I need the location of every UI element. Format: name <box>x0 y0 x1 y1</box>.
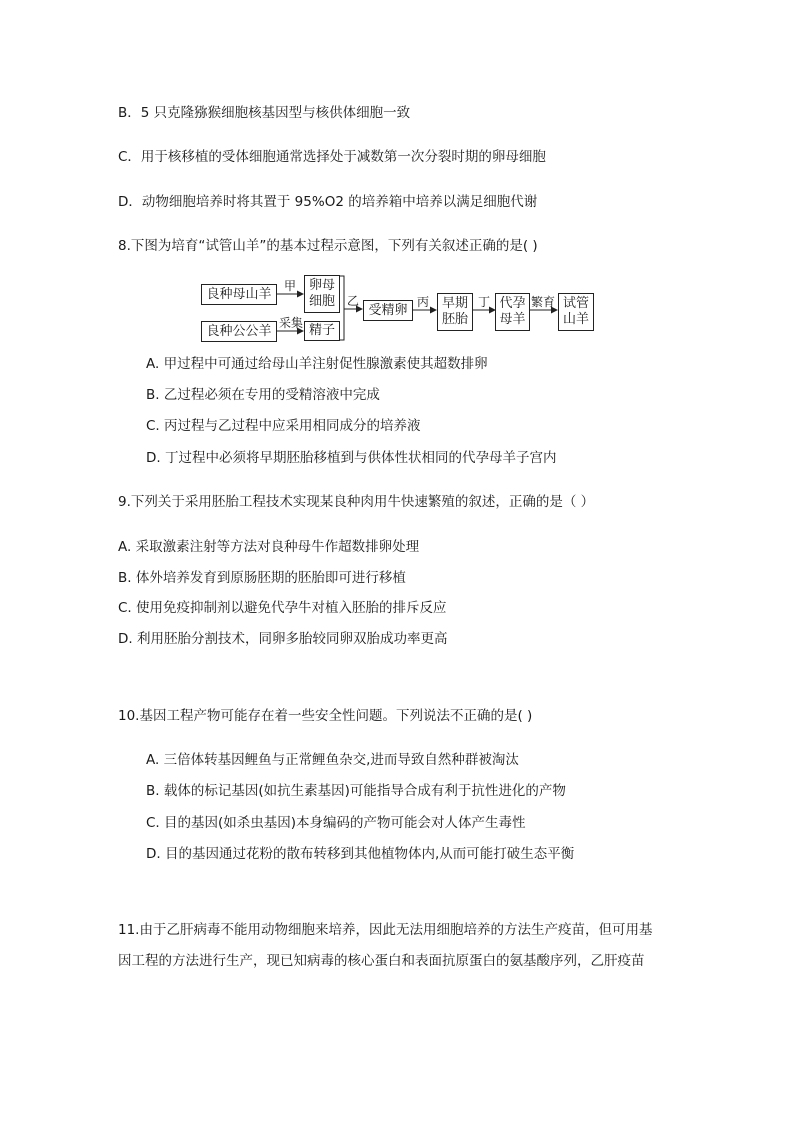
merge-brace <box>340 276 344 340</box>
label-ding: 丁 <box>478 295 491 309</box>
box-female-goat: 良种母山羊 <box>201 284 277 305</box>
q10-option-d: D. 目的基因通过花粉的散布转移到其他植物体内,从而可能打破生态平衡 <box>146 846 575 862</box>
label-breed: 繁育 <box>531 295 556 309</box>
q9-stem: 9.下列关于采用胚胎工程技术实现某良种肉用牛快速繁殖的叙述，正确的是（ ） <box>118 494 595 510</box>
q8-option-b: B. 乙过程必须在专用的受精溶液中完成 <box>146 387 380 403</box>
q9-option-c: C. 使用免疫抑制剂以避免代孕牛对植入胚胎的排斥反应 <box>118 600 447 616</box>
q7-option-c: C．用于核移植的受体细胞通常选择处于减数第一次分裂时期的卵母细胞 <box>118 149 546 165</box>
box-surrogate: 代孕母羊 <box>495 293 530 331</box>
q8-option-a: A. 甲过程中可通过给母山羊注射促性腺激素使其超数排卵 <box>146 356 488 372</box>
q10-option-c: C. 目的基因(如杀虫基因)本身编码的产物可能会对人体产生毒性 <box>146 815 526 831</box>
q11-line-2: 因工程的方法进行生产，现已知病毒的核心蛋白和表面抗原蛋白的氨基酸序列，乙肝疫苗 <box>118 953 645 969</box>
q9-option-a: A. 采取激素注射等方法对良种母牛作超数排卵处理 <box>118 539 420 555</box>
box-male-goat: 良种公公羊 <box>201 321 277 342</box>
label-jia: 甲 <box>284 279 297 293</box>
label-yi: 乙 <box>347 294 360 308</box>
q7-option-d: D．动物细胞培养时将其置于 95%O2 的培养箱中培养以满足细胞代谢 <box>118 194 538 210</box>
q10-stem: 10.基因工程产物可能存在着一些安全性问题。下列说法不正确的是( ) <box>118 708 533 724</box>
q10-option-b: B. 载体的标记基因(如抗生素基因)可能指导合成有利于抗性进化的产物 <box>146 783 566 799</box>
q11-line-1: 11.由于乙肝病毒不能用动物细胞来培养，因此无法用细胞培养的方法生产疫苗，但可用基 <box>118 922 653 938</box>
box-early-embryo: 早期胚胎 <box>437 293 473 331</box>
label-bing: 丙 <box>417 295 430 309</box>
box-zygote: 受精卵 <box>363 300 413 321</box>
box-oocyte: 卵母细胞 <box>304 275 340 313</box>
q9-option-b: B. 体外培养发育到原肠胚期的胚胎即可进行移植 <box>118 570 406 586</box>
box-test-tube-goat: 试管山羊 <box>558 293 594 331</box>
box-sperm: 精子 <box>304 321 340 341</box>
label-collect: 采集 <box>279 316 304 330</box>
q8-stem: 8.下图为培育“试管山羊”的基本过程示意图，下列有关叙述正确的是( ) <box>118 238 538 254</box>
q7-option-b: B．5 只克隆猕猴细胞核基因型与核供体细胞一致 <box>118 105 411 121</box>
flow-arrows <box>0 0 794 360</box>
q8-option-c: C. 丙过程与乙过程中应采用相同成分的培养液 <box>146 418 421 434</box>
q8-option-d: D. 丁过程中必须将早期胚胎移植到与供体性状相同的代孕母羊子宫内 <box>146 450 557 466</box>
q9-option-d: D. 利用胚胎分割技术，同卵多胎较同卵双胎成功率更高 <box>118 631 448 647</box>
q10-option-a: A. 三倍体转基因鲤鱼与正常鲤鱼杂交,进而导致自然种群被淘汰 <box>146 752 519 768</box>
